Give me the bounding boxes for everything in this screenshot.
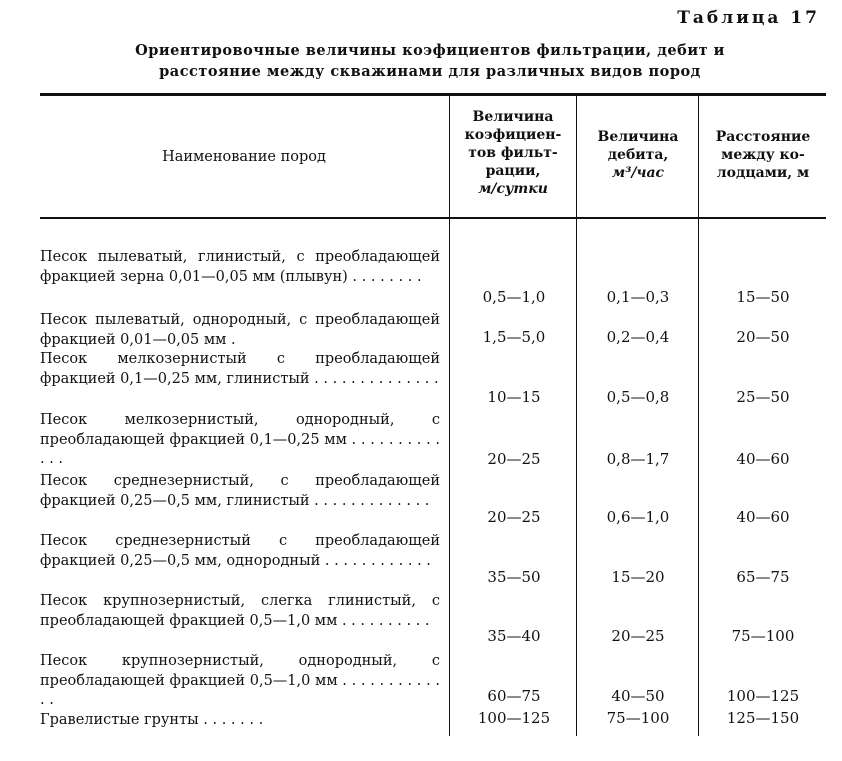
caption-line-2: расстояние между скважинами для различных видов пород [159,63,701,80]
well-distance: 15—50 [736,288,790,306]
filtration-coefficient: 100—125 [477,709,551,727]
well-yield: 0,8—1,7 [606,450,670,468]
table-caption [60,40,800,82]
column-divider-3 [698,96,699,736]
header-well-distance: Расстояние между ко- лодцами, м [715,129,811,181]
well-distance: 25—50 [736,388,790,406]
filtration-coefficient: 60—75 [487,687,541,705]
well-yield: 75—100 [606,709,670,727]
well-distance: 125—150 [726,709,800,727]
well-distance: 20—50 [736,328,790,346]
rock-name: Песок мелкозернистый, однородный, с преобладающей фракцией 0,1—0,25 мм . . . . . . . . . . . . . [40,412,440,467]
well-yield: 0,1—0,3 [606,288,670,306]
rock-name: Гравелистые грунты . . . . . . . [40,712,264,728]
filtration-coefficient: 10—15 [487,388,541,406]
top-rule [40,93,826,96]
well-yield: 0,2—0,4 [606,328,670,346]
well-yield: 15—20 [611,568,665,586]
well-distance: 65—75 [736,568,790,586]
rock-name: Песок среднезернистый, с преобладающей фракцией 0,25—0,5 мм, глинистый . . . . . . . . . . . . . [40,473,440,509]
rock-name: Песок крупнозернистый, однородный, с преобладающей фракцией 0,5—1,0 мм . . . . . . . . . . . . . [40,653,440,708]
rock-name: Песок мелкозернистый с преобладающей фракцией 0,1—0,25 мм, глинистый . . . . . . . . . . . . . . [40,351,440,387]
filtration-coefficient: 35—50 [487,568,541,586]
well-yield: 20—25 [611,627,665,645]
filtration-coefficient: 1,5—5,0 [482,328,546,346]
header-well-yield: Величина дебита, м³/час [597,129,679,181]
rock-name: Песок крупнозернистый, слегка глинистый, с преобладающей фракцией 0,5—1,0 мм . . . . . . . . . . [40,593,440,629]
header-rock-name: Наименование пород [162,149,326,165]
well-distance: 40—60 [736,508,790,526]
rock-name: Песок пылеватый, глинистый, с преобладающей фракцией зерна 0,01—0,05 мм (плывун) . . . . . . . . [40,249,440,285]
well-distance: 100—125 [726,687,800,705]
filtration-coefficient: 20—25 [487,450,541,468]
well-yield: 0,5—0,8 [606,388,670,406]
well-yield: 40—50 [611,687,665,705]
filtration-coefficient: 0,5—1,0 [482,288,546,306]
filtration-coefficient: 20—25 [487,508,541,526]
rock-name: Песок пылеватый, однородный, с преобладающей фракцией 0,01—0,05 мм . [40,312,440,348]
rock-name: Песок среднезернистый с преобладающей фракцией 0,25—0,5 мм, однородный . . . . . . . . . . . . [40,533,440,569]
table-number: Таблица 17 [677,8,820,28]
column-divider-2 [576,96,577,736]
caption-line-1: Ориентировочные величины коэфициентов фильтрации, дебит и [135,42,725,59]
header-rule [40,217,826,219]
well-yield: 0,6—1,0 [606,508,670,526]
well-distance: 75—100 [731,627,795,645]
header-filtration-coefficient: Величина коэфициен- тов фильт- рации, м/сутки [464,109,562,197]
filtration-coefficient: 35—40 [487,627,541,645]
well-distance: 40—60 [736,450,790,468]
column-divider-1 [449,96,450,736]
